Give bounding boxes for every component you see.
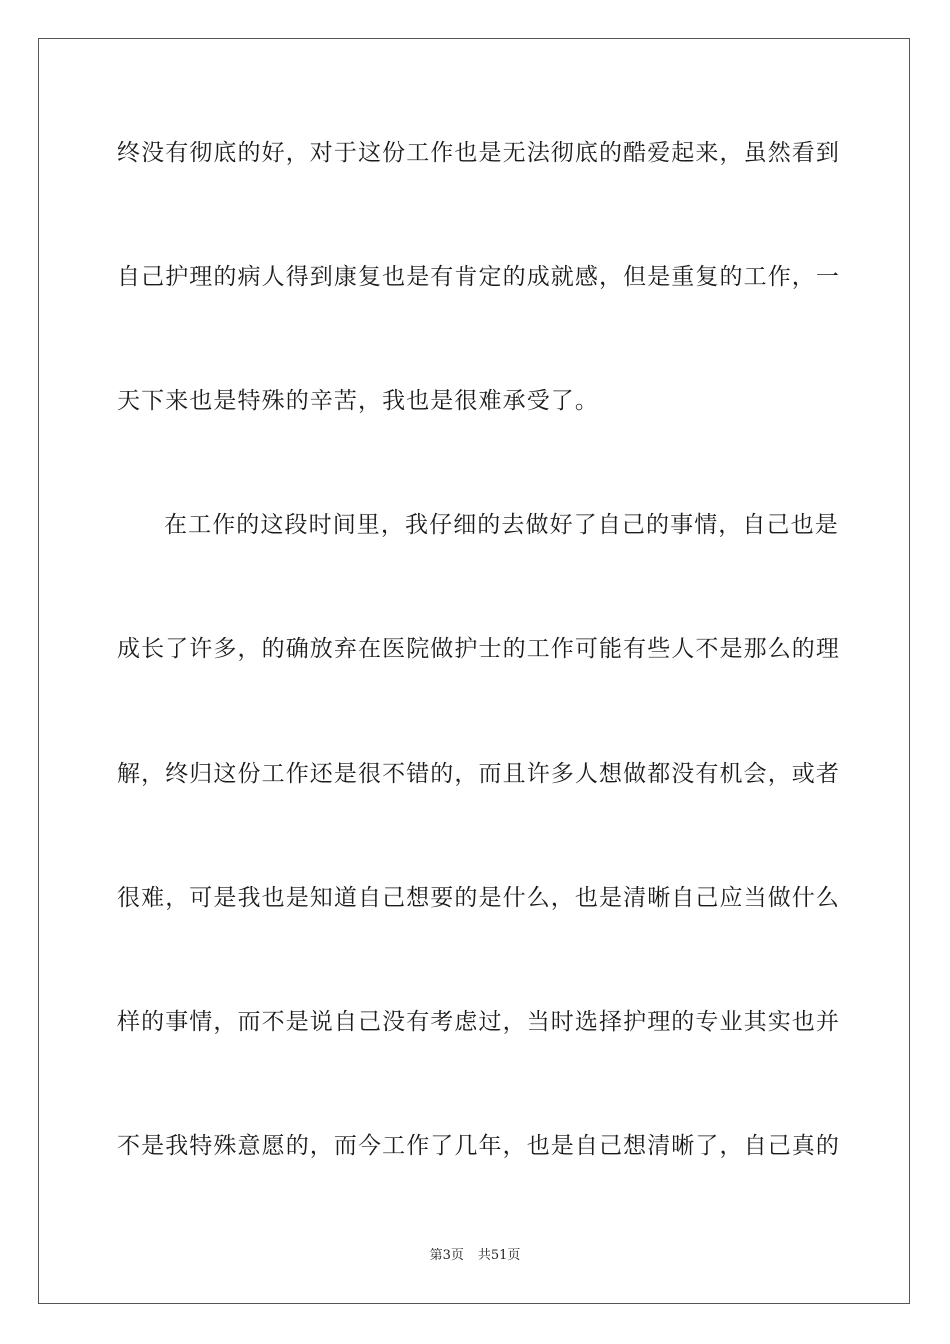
body-text-line-2: 自己护理的病人得到康复也是有肯定的成就感，但是重复的工作，一: [117, 264, 840, 290]
body-text-line-1: 终没有彻底的好，对于这份工作也是无法彻底的酷爱起来，虽然看到: [117, 140, 840, 166]
page-total: 共51页: [477, 1248, 521, 1263]
body-text-line-8: 样的事情，而不是说自己没有考虑过，当时选择护理的专业其实也并: [117, 1009, 840, 1035]
body-text-line-3: 天下来也是特殊的辛苦，我也是很难承受了。: [117, 388, 599, 414]
body-text-line-5: 成长了许多，的确放弃在医院做护士的工作可能有些人不是那么的理: [117, 636, 840, 662]
body-text-line-4: 在工作的这段时间里，我仔细的去做好了自己的事情，自己也是: [164, 512, 839, 538]
page-border: [38, 38, 910, 1304]
page-footer: [0, 1248, 950, 1264]
body-text-line-6: 解，终归这份工作还是很不错的，而且许多人想做都没有机会，或者: [117, 761, 840, 787]
body-text-line-9: 不是我特殊意愿的，而今工作了几年，也是自己想清晰了，自己真的: [117, 1133, 840, 1159]
page-number: 第3页: [429, 1248, 464, 1263]
body-text-line-7: 很难，可是我也是知道自己想要的是什么，也是清晰自己应当做什么: [117, 885, 840, 911]
